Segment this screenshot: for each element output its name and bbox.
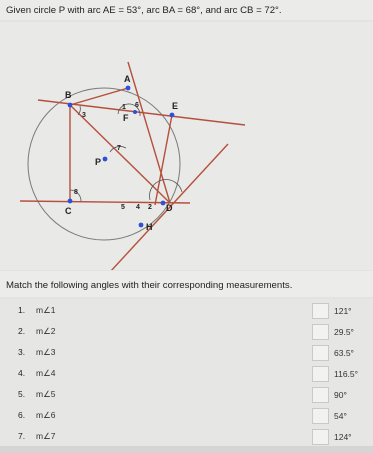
point-d: [161, 201, 166, 206]
row-number: 3.: [18, 347, 26, 357]
match-row: [0, 343, 373, 363]
chord-a-b: [70, 88, 128, 105]
answer-dropzone[interactable]: [312, 408, 329, 424]
point-p: [103, 157, 108, 162]
angle-label-5: 5: [121, 204, 125, 211]
label-h: H: [146, 222, 153, 232]
instructions-bar: [0, 271, 373, 297]
circle-diagram: [0, 22, 373, 270]
answer-dropzone[interactable]: [312, 429, 329, 445]
label-p: P: [95, 157, 102, 167]
row-number: 6.: [18, 410, 26, 420]
match-row: [0, 301, 373, 321]
circle-p: [28, 88, 180, 240]
match-row: [0, 427, 373, 447]
row-angle: m∠1: [36, 305, 56, 315]
angle-label-2: 2: [148, 204, 152, 211]
row-measurement[interactable]: 29.5°: [334, 327, 354, 337]
answer-dropzone[interactable]: [312, 303, 329, 319]
row-number: 7.: [18, 431, 26, 441]
angle-label-7: 7: [117, 145, 121, 152]
row-number: 5.: [18, 389, 26, 399]
answer-dropzone[interactable]: [312, 387, 329, 403]
label-c: C: [65, 206, 72, 216]
angle-label-4: 4: [136, 204, 140, 211]
point-a: [126, 86, 131, 91]
bottom-edge-bar: [0, 446, 373, 453]
row-measurement[interactable]: 121°: [334, 306, 352, 316]
row-number: 2.: [18, 326, 26, 336]
row-angle: m∠7: [36, 431, 56, 441]
row-angle: m∠6: [36, 410, 56, 420]
label-e: E: [172, 101, 179, 111]
matching-list: [0, 299, 373, 453]
label-a: A: [124, 74, 131, 84]
angle-label-8: 8: [74, 189, 78, 196]
row-measurement[interactable]: 116.5°: [334, 369, 359, 379]
row-number: 1.: [18, 305, 26, 315]
angle-label-3: 3: [82, 112, 86, 119]
instructions-text: Match the following angles with their corresponding measurements.: [6, 280, 293, 291]
row-angle: m∠4: [36, 368, 56, 378]
row-angle: m∠5: [36, 389, 56, 399]
point-e: [170, 113, 175, 118]
row-measurement[interactable]: 63.5°: [334, 348, 354, 358]
label-b: B: [65, 90, 72, 100]
label-f: F: [123, 113, 129, 123]
row-measurement[interactable]: 90°: [334, 390, 347, 400]
answer-dropzone[interactable]: [312, 324, 329, 340]
row-angle: m∠3: [36, 347, 56, 357]
problem-statement: Given circle P with arc AE = 53°, arc BA = 68°, and arc CB = 72°.: [6, 5, 282, 16]
match-row: [0, 385, 373, 405]
point-b: [68, 103, 73, 108]
row-angle: m∠2: [36, 326, 56, 336]
row-measurement[interactable]: 54°: [334, 411, 347, 421]
problem-header: [0, 0, 373, 20]
row-measurement[interactable]: 124°: [334, 432, 352, 442]
angle-label-6: 6: [135, 102, 139, 109]
geometry-figure-panel: [0, 22, 373, 270]
answer-dropzone[interactable]: [312, 345, 329, 361]
point-h: [139, 223, 144, 228]
match-row: [0, 322, 373, 342]
point-c: [68, 199, 73, 204]
point-f: [133, 110, 137, 114]
match-row: [0, 364, 373, 384]
row-number: 4.: [18, 368, 26, 378]
angle-label-1: 1: [122, 104, 126, 111]
label-d: D: [166, 203, 173, 213]
match-row: [0, 406, 373, 426]
answer-dropzone[interactable]: [312, 366, 329, 382]
